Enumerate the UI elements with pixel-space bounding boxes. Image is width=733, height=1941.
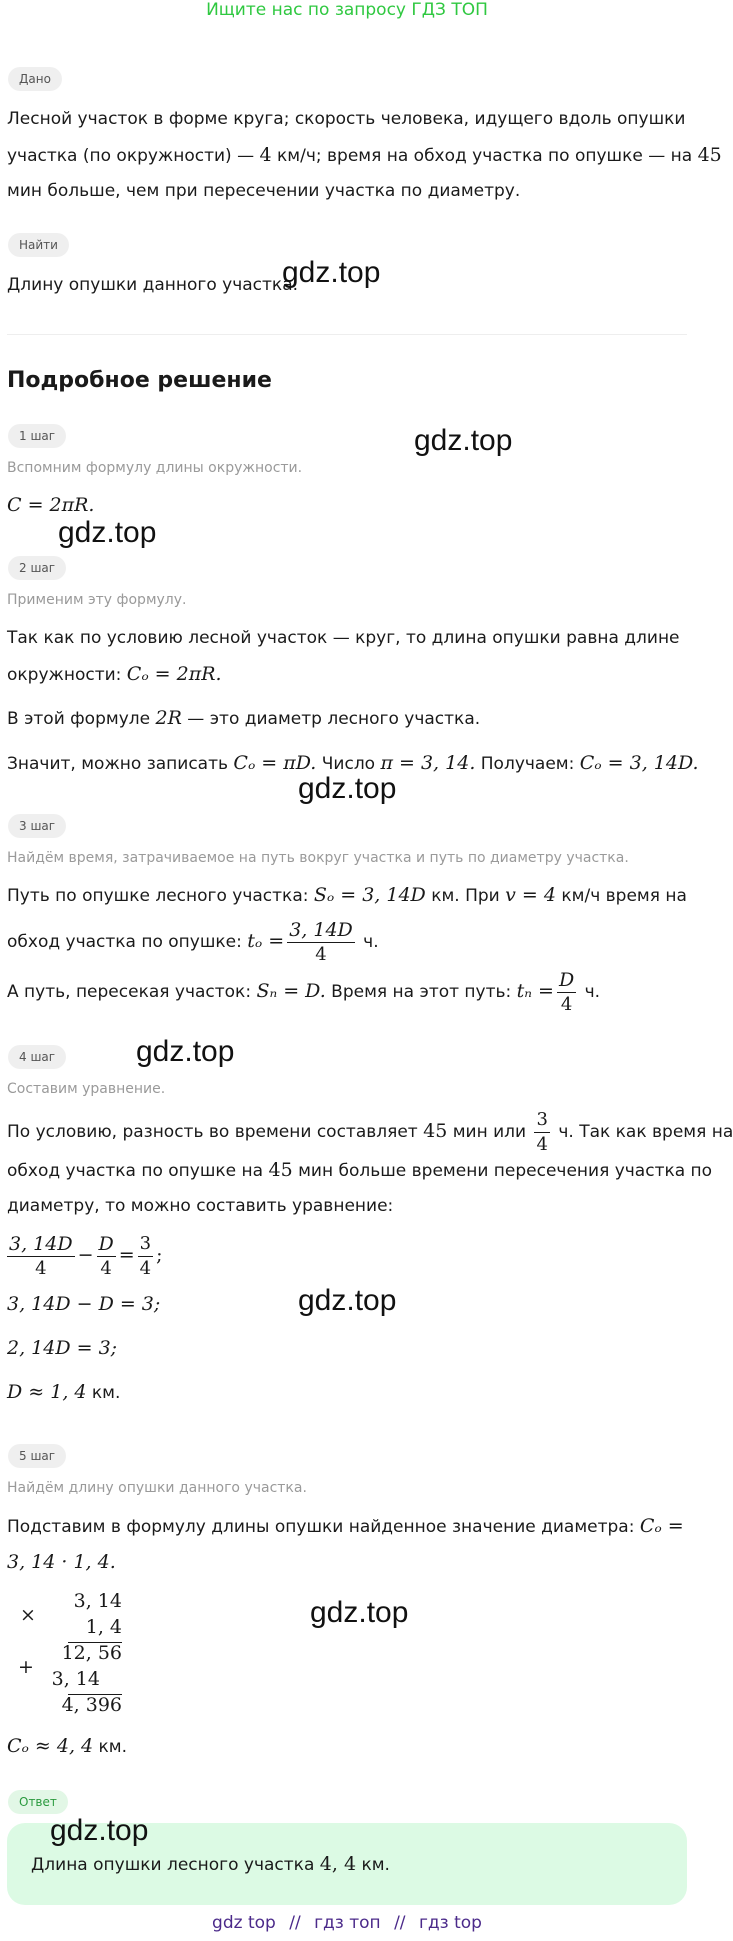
watermark: gdz.top	[298, 1284, 397, 1317]
watermark: gdz.top	[414, 424, 513, 457]
multiply-sign: ×	[20, 1604, 36, 1626]
step-4-equation-1: $\frac{3, 14D}{4}$ − $\frac{D}{4}$ = $\frac{3}{4}$ ;	[9, 1232, 163, 1279]
step-5-hint: Найдём длину опушки данного участка.	[7, 1480, 307, 1496]
column-partial-1: 12, 56	[61, 1642, 122, 1664]
column-multiplier: 1, 4	[85, 1616, 122, 1638]
fraction: $\frac{3, 14D}{4}$	[9, 1232, 73, 1279]
divider	[7, 334, 687, 335]
footer-separator: //	[394, 1913, 406, 1933]
find-badge: Найти	[8, 233, 69, 257]
footer-link[interactable]: гдз top	[418, 1913, 482, 1933]
watermark: gdz.top	[310, 1596, 409, 1629]
step-5-line-1: Подставим в формулу длины опушки найденное значение диаметра: Cₒ =	[7, 1515, 684, 1537]
step-4-equation-3: 2, 14D = 3;	[7, 1337, 118, 1359]
step-5-result: Cₒ ≈ 4, 4 км.	[7, 1735, 128, 1757]
fraction: $\frac{D}{4}$	[558, 968, 575, 1015]
step-2-line-1: Так как по условию лесной участок — круг, то длина опушки равна длине	[7, 628, 680, 648]
watermark: gdz.top	[50, 1814, 149, 1847]
given-badge: Дано	[8, 67, 62, 91]
step-3-badge: 3 шаг	[8, 814, 66, 838]
watermark: gdz.top	[282, 256, 381, 289]
fraction: $\frac{3}{4}$	[139, 1232, 152, 1279]
step-4-hint: Составим уравнение.	[7, 1081, 166, 1097]
step-3-hint: Найдём время, затрачиваемое на путь вокруг участка и путь по диаметру участка.	[7, 850, 629, 866]
step-5-line-2: 3, 14 · 1, 4.	[7, 1551, 116, 1573]
step-3-line-1: Путь по опушке лесного участка: Sₒ = 3, 14D км. При v = 4 км/ч время на	[7, 884, 687, 906]
column-multiplicand: 3, 14	[73, 1590, 122, 1612]
step-1-formula: C = 2πR.	[7, 494, 95, 516]
find-text: Длину опушки данного участка.	[7, 275, 299, 295]
step-4-equation-4: D ≈ 1, 4 км.	[7, 1381, 121, 1403]
step-4-badge: 4 шаг	[8, 1045, 66, 1069]
promo-banner: Ищите нас по запросу ГДЗ ТОП	[206, 0, 488, 20]
watermark: gdz.top	[136, 1035, 235, 1068]
step-2-line-4: Значит, можно записать Cₒ = πD. Число π = 3, 14. Получаем: Cₒ = 3, 14D.	[7, 752, 699, 774]
step-1-badge: 1 шаг	[8, 424, 66, 448]
step-1-hint: Вспомним формулу длины окружности.	[7, 460, 303, 476]
step-5-badge: 5 шаг	[8, 1444, 66, 1468]
footer-link[interactable]: гдз топ	[314, 1913, 381, 1933]
step-2-badge: 2 шаг	[8, 556, 66, 580]
column-partial-2: 3, 14	[51, 1668, 100, 1690]
fraction: $\frac{3, 14D}{4}$	[289, 918, 353, 965]
given-line-1: Лесной участок в форме круга; скорость человека, идущего вдоль опушки	[7, 109, 686, 129]
footer-links	[0, 1913, 694, 1933]
step-4-line-3: диаметру, то можно составить уравнение:	[7, 1196, 394, 1216]
answer-text: Длина опушки лесного участка 4, 4 км.	[31, 1853, 390, 1875]
fraction: $\frac{D}{4}$	[98, 1232, 114, 1279]
watermark: gdz.top	[58, 516, 157, 549]
step-4-equation-2: 3, 14D − D = 3;	[7, 1293, 161, 1315]
solution-title: Подробное решение	[7, 368, 272, 393]
answer-badge: Ответ	[8, 1790, 68, 1814]
plus-sign: +	[18, 1656, 34, 1678]
step-2-line-3: В этой формуле 2R — это диаметр лесного участка.	[7, 707, 481, 729]
step-4-line-1: По условию, разность во времени составляет 45 мин или $\frac{3}{4}$ ч. Так как время на	[7, 1108, 733, 1155]
fraction: $\frac{3}{4}$	[536, 1108, 548, 1155]
given-line-3: мин больше, чем при пересечении участка по диаметру.	[7, 181, 521, 201]
given-line-2: участка (по окружности) — 4 км/ч; время на обход участка по опушке — на 45	[7, 144, 722, 166]
step-4-line-2: обход участка по опушке на 45 мин больше времени пересечения участка по	[7, 1159, 713, 1181]
step-3-line-2: обход участка по опушке: tₒ = $\frac{3, 14D}{4}$ ч.	[7, 918, 379, 965]
step-2-hint: Применим эту формулу.	[7, 592, 187, 608]
watermark: gdz.top	[298, 772, 397, 805]
step-2-line-2: окружности: Cₒ = 2πR.	[7, 663, 222, 685]
step-3-line-3: А путь, пересекая участок: Sₙ = D. Время на этот путь: tₙ = $\frac{D}{4}$ ч.	[7, 968, 601, 1015]
column-result: 4, 396	[61, 1694, 122, 1716]
footer-separator: //	[289, 1913, 301, 1933]
footer-link[interactable]: gdz top	[212, 1913, 276, 1933]
